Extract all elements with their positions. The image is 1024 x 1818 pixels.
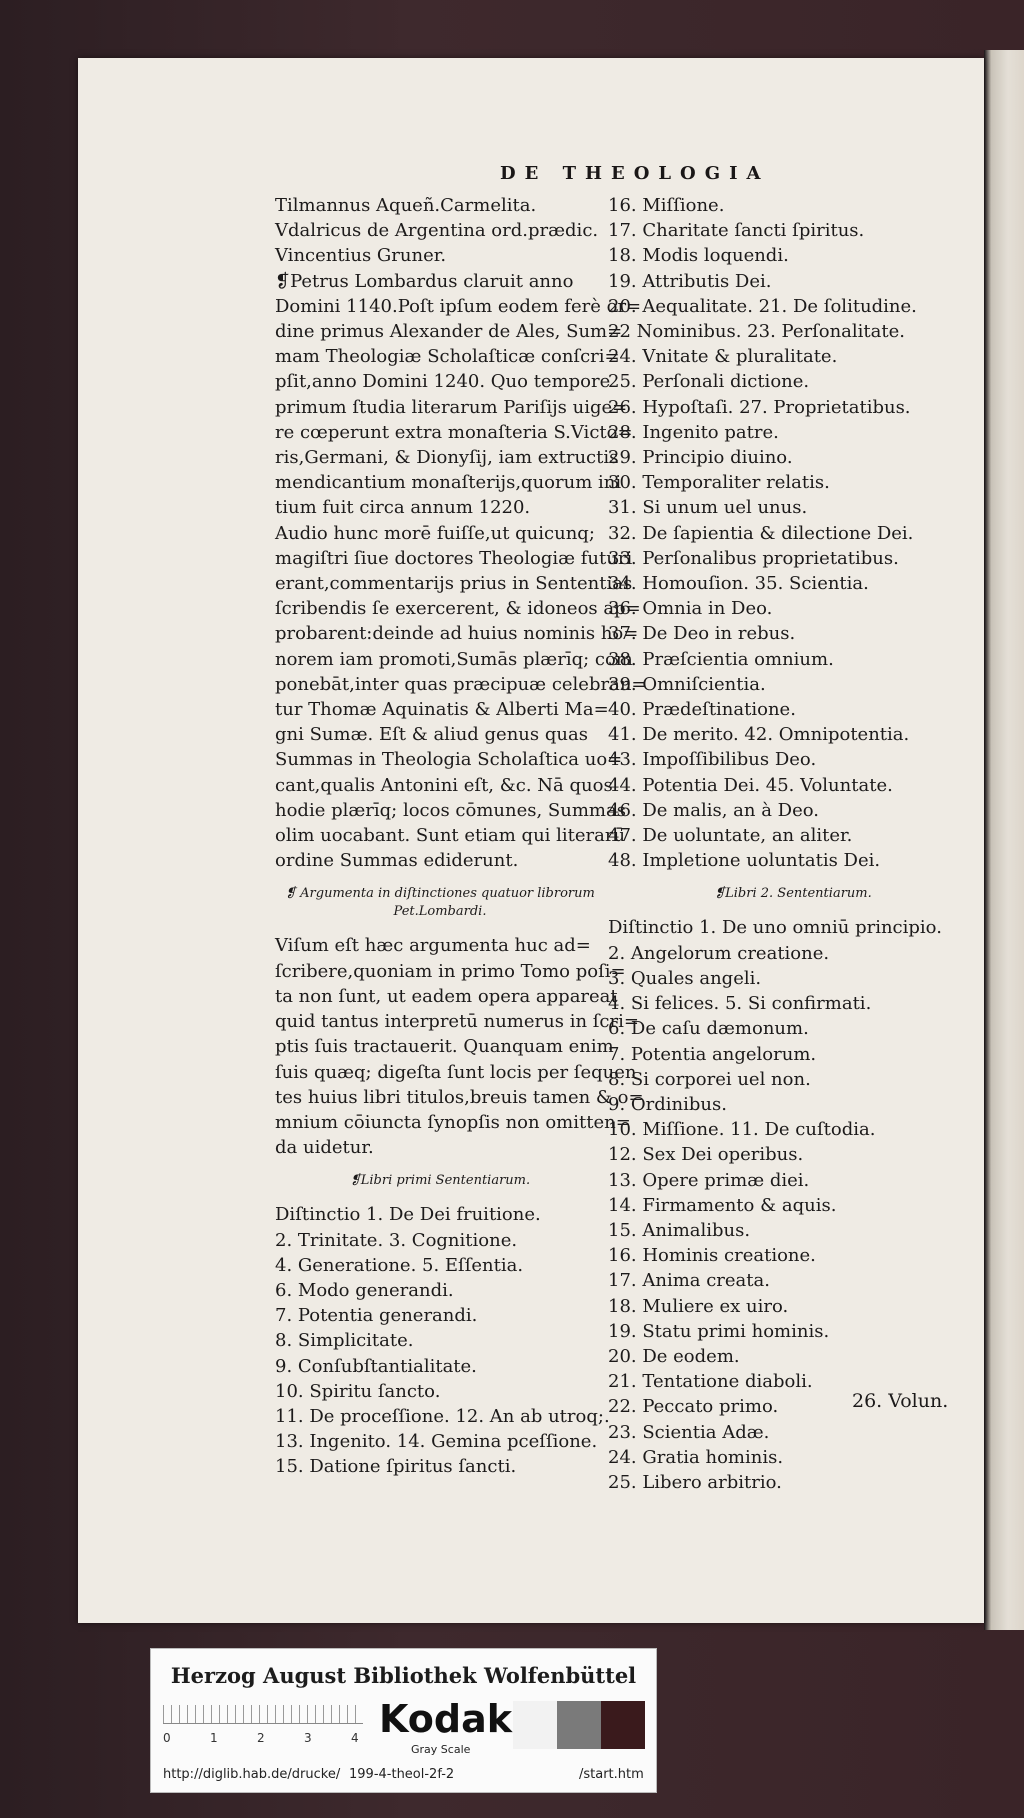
right-column-line: 8. Si corporei uel non. [608,1068,811,1090]
ruler-number: 4 [351,1731,359,1745]
right-column-line: Diſtinctio 1. De uno omniū principio. [608,917,942,939]
left-column-line: probarent:deinde ad huius nominis ho= [275,623,639,645]
left-column-line: ſcribendis ſe exercerent, & idoneos ap= [275,598,641,620]
left-column-line: Vincentius Gruner. [275,245,447,267]
left-column-line: Tilmannus Aqueñ.Carmelita. [275,195,537,216]
right-column-line: 36. Omnia in Deo. [608,598,773,620]
left-column-line: mnium cōiuncta ſynopſis non omitten= [275,1111,631,1133]
right-column-line: 7. Potentia angelorum. [608,1043,817,1065]
left-column-line: ❡Petrus Lombardus claruit anno [275,270,574,292]
left-column-line: ordine Summas ediderunt. [275,850,519,872]
right-column-line: 46. De malis, an à Deo. [608,799,819,821]
left-column-line: mendicantium monaſterijs,quorum ini [275,472,622,494]
right-column-line: 30. Temporaliter relatis. [608,472,830,494]
spacer [608,873,978,885]
left-column-line: primum ſtudia literarum Pariſijs uige= [275,396,628,418]
right-column-line: 22. Peccato primo. [608,1396,779,1418]
running-head: DE THEOLOGIA [500,163,770,184]
left-column-line: gni Sumæ. Eſt & aliud genus quas [275,724,588,746]
left-column-line: da uidetur. [275,1137,374,1159]
right-column-line: 24. Vnitate & pluralitate. [608,346,838,368]
right-column-line: 16. Hominis creatione. [608,1245,816,1267]
right-column-line: 25. Libero arbitrio. [608,1471,782,1493]
left-column-line: 2. Trinitate. 3. Cognitione. [275,1229,518,1251]
right-column-line: 16. Miſſione. [608,195,725,216]
right-column-line: 29. Principio diuino. [608,447,793,469]
left-column [275,193,647,1480]
right-column-line: 31. Si unum uel unus. [608,497,808,519]
left-column-line: Diſtinctio 1. De Dei fruitione. [275,1204,541,1226]
right-column-line: 6. De caſu dæmonum. [608,1018,809,1040]
library-name: Herzog August Bibliothek Wolfenbüttel [170,1663,637,1688]
right-column-line: 37. De Deo in rebus. [608,623,796,645]
right-column-line: 21. Tentatione diaboli. [608,1371,813,1393]
right-column-line: 23. Scientia Adæ. [608,1421,770,1443]
right-column-line: 12. Sex Dei operibus. [608,1144,804,1166]
right-column-line: 32. De ſapientia & dilectione Dei. [608,522,914,544]
ruler-number: 1 [210,1731,218,1745]
right-column-line: 28. Ingenito patre. [608,421,779,443]
right-column-line: 20. Aequalitate. 21. De ſolitudine. [608,295,917,317]
section-heading: ❡Libri primi Sententiarum. [349,1173,531,1189]
right-column-line: 19. Statu primi hominis. [608,1320,830,1342]
left-column-line: 10. Spiritu ſancto. [275,1380,441,1402]
left-column-line: magiſtri ſiue doctores Theologiæ futuri [275,547,633,569]
left-column-line: hodie plærīq; locos cōmunes, Summas [275,799,626,821]
ruler-number: 0 [163,1731,171,1745]
left-column-line: 11. De proceſſione. 12. An ab utroq;. [275,1405,610,1427]
left-column-line: cant,qualis Antonini eſt, &c. Nā quos [275,774,613,796]
right-column-line: 33. Perſonalibus proprietatibus. [608,547,899,569]
left-column-line: 6. Modo generandi. [275,1279,454,1301]
right-column-line: 3. Quales angeli. [608,967,762,989]
right-column-line: 43. Impoſſibilibus Deo. [608,749,817,771]
spacer [275,921,605,933]
spacer [275,1160,605,1172]
left-column-line: Vdalricus de Argentina ord.prædic. [275,220,599,242]
right-column-line: 19. Attributis Dei. [608,270,772,292]
left-column-line: dine primus Alexander de Ales, Sum= [275,321,623,343]
right-column-line: 44. Potentia Dei. 45. Voluntate. [608,774,893,796]
right-column-line: 4. Si felices. 5. Si confirmati. [608,993,872,1015]
right-column-line: 2. Angelorum creatione. [608,942,830,964]
right-column-line: 47. De uoluntate, an aliter. [608,825,853,847]
left-column-line: ptis ſuis tractauerit. Quanquam enim [275,1036,614,1058]
left-column-line: re cœperunt extra monaſteria S.Victo= [275,421,633,443]
ruler-scale [163,1705,363,1724]
left-column-line: Domini 1140.Poſt ipſum eodem ferè or= [275,295,642,317]
right-column-line: 9. Ordinibus. [608,1093,727,1115]
right-column-line: 18. Modis loquendi. [608,245,789,267]
url-base[interactable]: http://diglib.hab.de/drucke/ [163,1767,341,1782]
adjacent-page-edge [984,50,1024,1630]
ruler-number: 3 [304,1731,312,1745]
url-start[interactable]: /start.htm [579,1767,644,1782]
right-column-line: 40. Prædeſtinatione. [608,699,796,721]
left-column-line: 15. Datione ſpiritus ſancti. [275,1456,517,1478]
left-column-line: norem iam promoti,Sumās plærīq; com [275,648,633,670]
left-column-line: 8. Simplicitate. [275,1330,414,1352]
left-column-line: 7. Potentia generandi. [275,1305,478,1327]
gray-swatch-dark [601,1701,645,1749]
left-column-line: ſcribere,quoniam in primo Tomo poſi= [275,960,626,982]
gray-swatch-mid [557,1701,601,1749]
right-column-line: 20. De eodem. [608,1345,740,1367]
section-heading: ❡Libri 2. Sententiarum. [714,886,872,902]
left-column-line: erant,commentarijs prius in Sententias [275,573,633,595]
right-column-line: 25. Perſonali dictione. [608,371,810,393]
shelfmark: 199-4-theol-2f-2 [349,1767,455,1782]
left-column-line: tes huius libri titulos,breuis tamen & o= [275,1086,644,1108]
left-column-line: tium fuit circa annum 1220. [275,497,531,519]
gray-swatch-white [513,1701,557,1749]
right-column-line: 34. Homouſion. 35. Scientia. [608,573,869,595]
right-column-line: 17. Anima creata. [608,1270,770,1292]
right-column-line: 48. Impletione uoluntatis Dei. [608,850,881,872]
left-column-line: quid tantus interpretū numerus in ſcri= [275,1011,639,1033]
section-heading: Pet.Lombardi. [393,904,487,920]
left-column-line: 13. Ingenito. 14. Gemina pceſſione. [275,1431,598,1453]
right-column-line: 41. De merito. 42. Omnipotentia. [608,724,910,746]
right-column-line: 38. Præſcientia omnium. [608,648,834,670]
left-column-line: Summas in Theologia Scholaſtica uo= [275,749,623,771]
right-column-line: 26. Hypoſtaſi. 27. Proprietatibus. [608,396,911,418]
right-column-line: 17. Charitate ſancti ſpiritus. [608,220,865,242]
right-column-line: 10. Miſſione. 11. De cuſtodia. [608,1119,876,1141]
left-column-line: olim uocabant. Sunt etiam qui literarū [275,825,626,847]
left-column-line: Audio hunc morē fuiſſe,ut quicunq; [275,522,595,544]
right-column-line: 13. Opere primæ diei. [608,1169,810,1191]
right-column-line: 14. Firmamento & aquis. [608,1194,837,1216]
right-column-line: 24. Gratia hominis. [608,1446,784,1468]
ruler-number: 2 [257,1731,265,1745]
left-column-line: ponebāt,inter quas præcipuæ celebran= [275,673,647,695]
right-column-line: 18. Muliere ex uiro. [608,1295,789,1317]
left-column-line: Viſum eſt hæc argumenta huc ad= [275,935,591,957]
left-column-line: mam Theologiæ Scholaſticæ conſcri= [275,346,620,368]
spacer [275,873,605,885]
spacer [608,903,978,915]
left-column-line: ris,Germani, & Dionyſij, iam extructis [275,447,619,469]
gray-scale-label: Gray Scale [411,1743,471,1756]
kodak-logo: Kodak [379,1697,512,1741]
catchword: 26. Volun. [852,1390,949,1412]
left-column-line: ta non ſunt, ut eadem opera appareat [275,985,618,1007]
right-column [608,193,978,1495]
section-heading: ❡ Argumenta in diſtinctiones quatuor librorum [285,886,595,902]
left-column-line: tur Thomæ Aquinatis & Alberti Ma= [275,699,609,721]
library-color-card [150,1648,657,1793]
right-column-line: 15. Animalibus. [608,1219,751,1241]
spacer [275,1190,605,1202]
left-column-line: ſuis quæq; digeſta ſunt locis per ſequen [275,1061,637,1083]
left-column-line: pſit,anno Domini 1240. Quo tempore [275,371,611,393]
left-column-line: 9. Conſubſtantialitate. [275,1355,477,1377]
right-column-line: 22 Nominibus. 23. Perſonalitate. [608,321,905,343]
right-column-line: 39. Omniſcientia. [608,673,766,695]
left-column-line: 4. Generatione. 5. Eſſentia. [275,1254,524,1276]
